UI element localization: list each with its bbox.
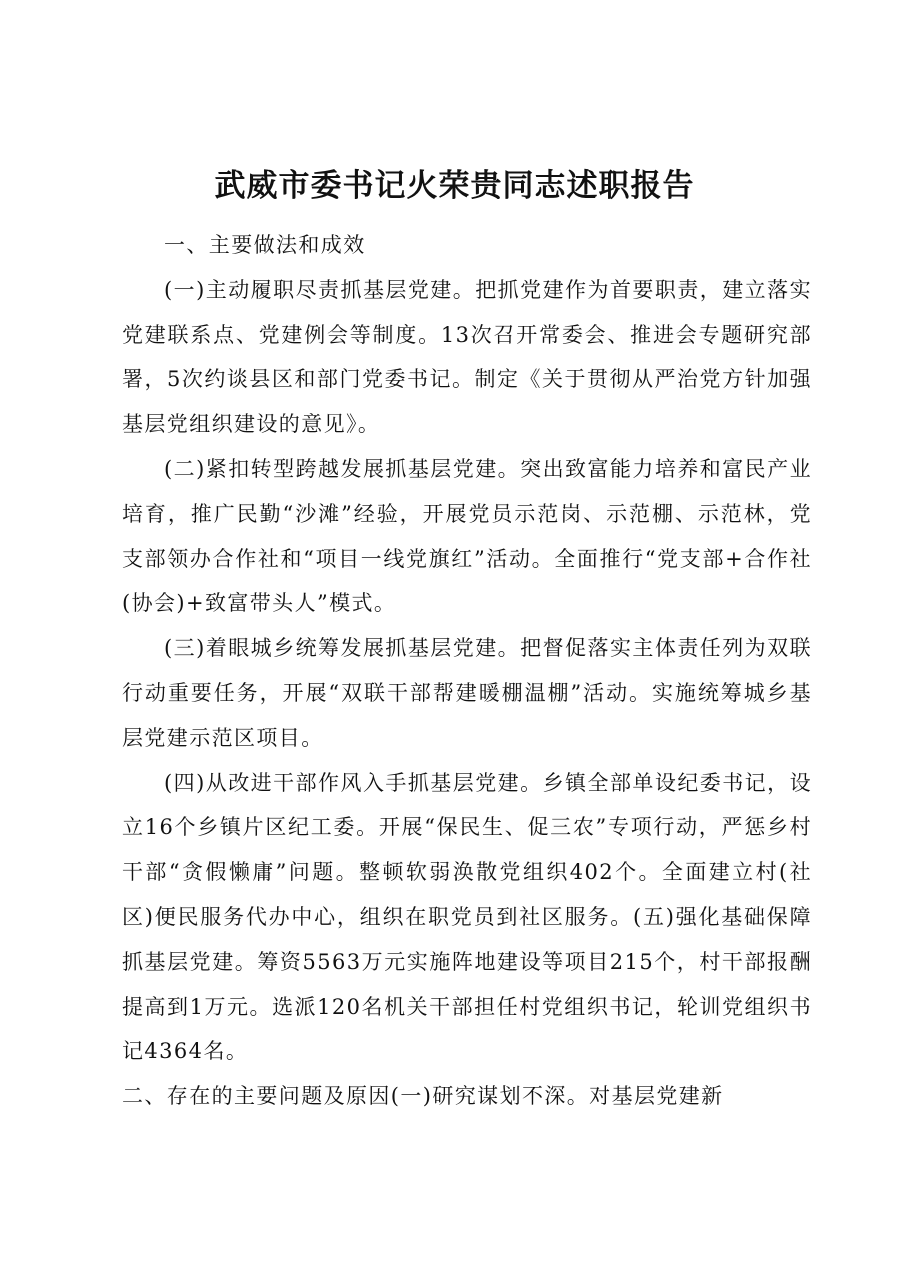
section-heading-1: 一、主要做法和成效 (164, 233, 366, 257)
document-body (122, 223, 812, 1119)
document-title: 武威市委书记火荣贵同志述职报告 (214, 168, 695, 204)
paragraph-3: (三)着眼城乡统筹发展抓基层党建。把督促落实主体责任列为双联行动重要任务，开展“双联干部帮建暖棚温棚”活动。实施统筹城乡基层党建示范区项目。 (122, 636, 812, 750)
paragraph-4: (四)从改进干部作风入手抓基层党建。乡镇全部单设纪委书记，设立16个乡镇片区纪工委。开展“保民生、促三农”专项行动，严惩乡村干部“贪假懒庸”问题。整顿软弱涣散党组织402个。全面建立村(社区)便民服务代办中心，组织在职党员到社区服务。(五)强化基础保障抓基层党建。筹资5563万元实施阵地建设等项目215个，村干部报酬提高到1万元。选派120名机关干部担任村党组织书记，轮训党组织书记4364名。 (122, 770, 812, 1064)
paragraph-1: (一)主动履职尽责抓基层党建。把抓党建作为首要职责，建立落实党建联系点、党建例会等制度。13次召开常委会、推进会专题研究部署，5次约谈县区和部门党委书记。制定《关于贯彻从严治党方针加强基层党组织建设的意见》。 (122, 277, 812, 437)
section-heading-2: 二、存在的主要问题及原因(一)研究谋划不深。对基层党建新 (122, 1084, 724, 1109)
paragraph-2: (二)紧扣转型跨越发展抓基层党建。突出致富能力培养和富民产业培育，推广民勤“沙滩”经验，开展党员示范岗、示范棚、示范林，党支部领办合作社和“项目一线党旗红”活动。全面推行“党支部+合作社(协会)+致富带头人”模式。 (122, 456, 812, 616)
